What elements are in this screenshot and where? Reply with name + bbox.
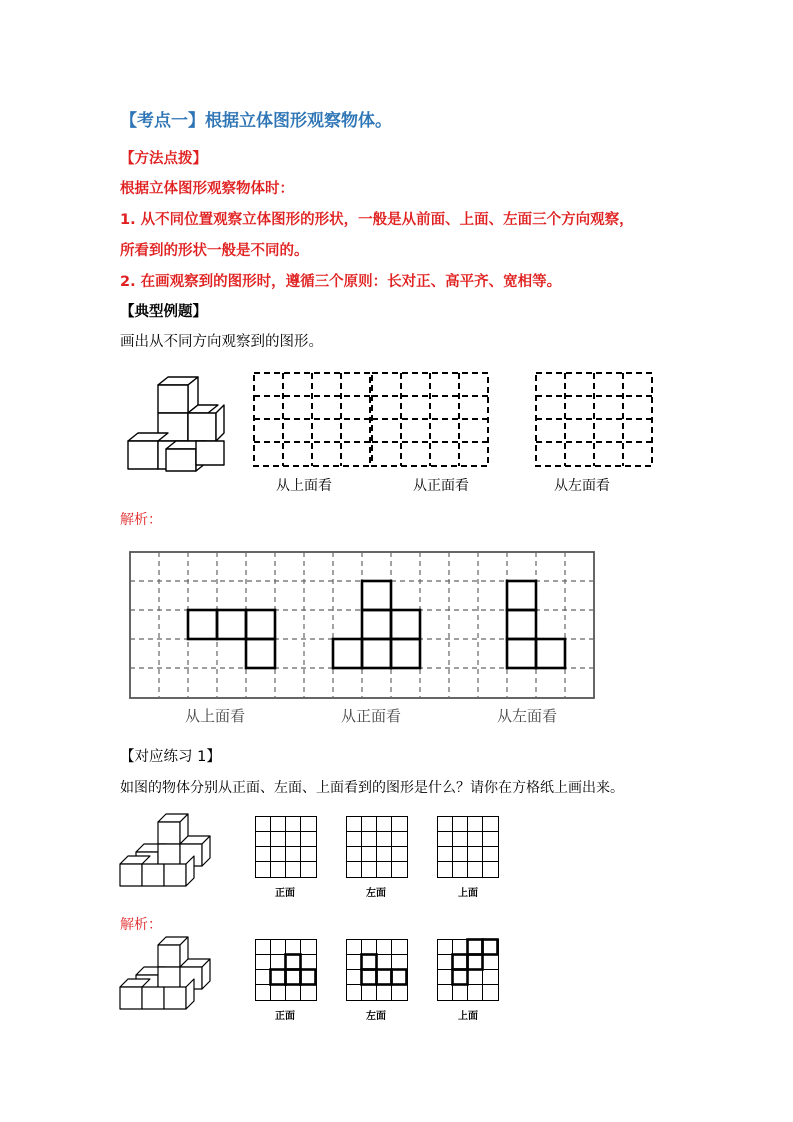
method-heading: 【方法点拨】 <box>120 151 207 167</box>
analysis-2-label-front: 正面 <box>275 1011 295 1022</box>
example-grid-left[interactable] <box>535 372 653 467</box>
analysis-1-label-left: 从左面看 <box>497 707 558 725</box>
analysis-2-label-left: 左面 <box>366 1011 386 1022</box>
practice-label-front: 正面 <box>275 888 295 899</box>
method-intro: 根据立体图形观察物体时： <box>120 181 294 197</box>
example-grid-front[interactable] <box>371 372 489 467</box>
practice-label-left: 左面 <box>366 888 386 899</box>
analysis-2-label-top: 上面 <box>458 1011 478 1022</box>
practice-grid-top[interactable] <box>437 816 499 878</box>
practice-grid-front[interactable] <box>255 816 317 878</box>
analysis-1-label-top: 从上面看 <box>185 707 246 725</box>
practice-heading: 【对应练习 1】 <box>120 749 221 765</box>
practice-cube-figure <box>120 814 215 886</box>
section-title: 【考点一】根据立体图形观察物体。 <box>120 111 392 131</box>
analysis-2-cube-figure <box>120 937 215 1009</box>
analysis-1-label: 解析： <box>120 512 162 528</box>
practice-grid-left[interactable] <box>346 816 408 878</box>
analysis-2-label: 解析： <box>120 917 162 933</box>
analysis-2-grid-top <box>437 939 499 1001</box>
example-cube-figure <box>128 377 228 472</box>
example-heading: 【典型例题】 <box>120 304 207 320</box>
practice-label-top: 上面 <box>458 888 478 899</box>
analysis-2-grid-front <box>255 939 317 1001</box>
method-point-2: 2. 在画观察到的图形时，遵循三个原则：长对正、高平齐、宽相等。 <box>120 274 562 290</box>
example-label-front: 从正面看 <box>413 478 469 494</box>
analysis-1-label-front: 从正面看 <box>341 707 402 725</box>
example-label-left: 从左面看 <box>554 478 610 494</box>
example-prompt: 画出从不同方向观察到的图形。 <box>120 334 323 350</box>
example-grid-top[interactable] <box>253 372 371 467</box>
analysis-1-grid <box>129 551 595 699</box>
analysis-2-grid-left <box>346 939 408 1001</box>
practice-prompt: 如图的物体分别从正面、左面、上面看到的图形是什么？请你在方格纸上画出来。 <box>120 780 624 796</box>
example-label-top: 从上面看 <box>276 478 332 494</box>
method-point-1-line-2: 所看到的形状一般是不同的。 <box>120 243 309 259</box>
method-point-1-line-1: 1. 从不同位置观察立体图形的形状，一般是从前面、上面、左面三个方向观察， <box>120 212 634 228</box>
